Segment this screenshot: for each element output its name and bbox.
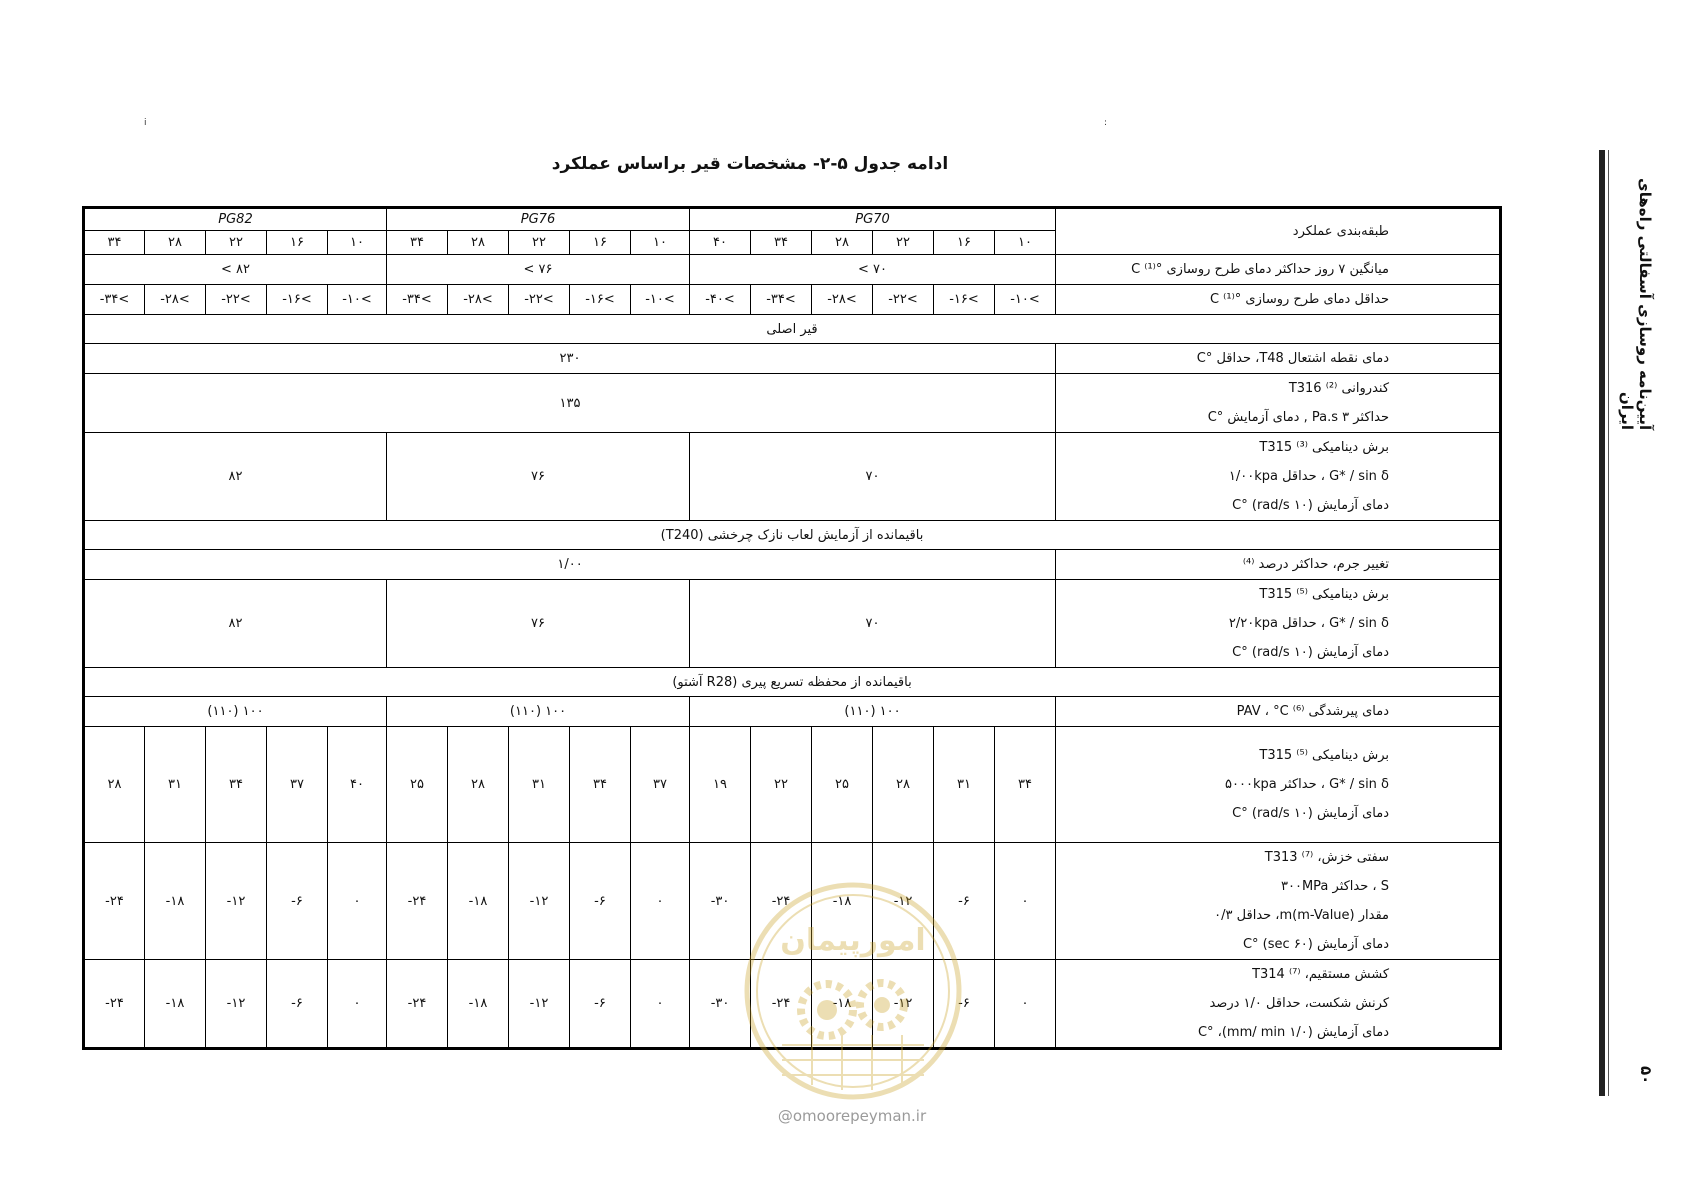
shear3-cell: ۲۵ bbox=[387, 727, 448, 843]
shear3-cell: ۳۴ bbox=[995, 727, 1056, 843]
tension-cell: -۱۲ bbox=[873, 960, 934, 1049]
shear3-cell: ۱۹ bbox=[690, 727, 751, 843]
creep-cell: ۰ bbox=[328, 843, 387, 960]
min-temp-label: حداقل دمای طرح روسازی °C ⁽¹⁾ bbox=[1056, 285, 1501, 315]
grade-pg70: PG70 bbox=[690, 208, 1056, 231]
tension-cell: ۰ bbox=[631, 960, 690, 1049]
page-number: ۵۰ bbox=[1637, 1066, 1655, 1085]
min-temp-cell: -۲۸< bbox=[812, 285, 873, 315]
min-temp-cell: -۳۴< bbox=[751, 285, 812, 315]
shear1-pg76: ۷۶ bbox=[387, 433, 690, 521]
min-temp-cell: -۱۶< bbox=[267, 285, 328, 315]
temp-cell: ۲۲ bbox=[509, 231, 570, 255]
creep-cell: -۱۲ bbox=[206, 843, 267, 960]
pav-label: دمای پیرشدگی PAV ، °C ⁽⁶⁾ bbox=[1056, 697, 1501, 727]
temp-cell: ۳۴ bbox=[751, 231, 812, 255]
min-temp-cell: -۲۸< bbox=[448, 285, 509, 315]
max-temp-pg76: < ۷۶ bbox=[387, 255, 690, 285]
viscosity-label: کندروانی T316 ⁽²⁾ حداکثر ۳ Pa.s , دمای آزمایش °C bbox=[1056, 374, 1501, 433]
temp-cell: ۳۴ bbox=[84, 231, 145, 255]
temp-cell: ۱۶ bbox=[570, 231, 631, 255]
tension-cell: ۰ bbox=[995, 960, 1056, 1049]
pav-pg82: (۱۱۰) ۱۰۰ bbox=[84, 697, 387, 727]
tension-cell: ۰ bbox=[328, 960, 387, 1049]
creep-cell: ۰ bbox=[631, 843, 690, 960]
creep-cell: -۶ bbox=[570, 843, 631, 960]
pav-pg76: (۱۱۰) ۱۰۰ bbox=[387, 697, 690, 727]
temp-cell: ۱۰ bbox=[328, 231, 387, 255]
creep-cell: -۶ bbox=[934, 843, 995, 960]
creep-cell: -۱۸ bbox=[448, 843, 509, 960]
shear3-cell: ۳۱ bbox=[145, 727, 206, 843]
shear3-cell: ۳۴ bbox=[570, 727, 631, 843]
temp-cell: ۱۰ bbox=[631, 231, 690, 255]
creep-cell: -۱۲ bbox=[509, 843, 570, 960]
tension-cell: -۱۲ bbox=[509, 960, 570, 1049]
pav-row bbox=[84, 697, 1501, 727]
creep-cell: -۶ bbox=[267, 843, 328, 960]
shear3-cell: ۳۱ bbox=[509, 727, 570, 843]
creep-cell: -۲۴ bbox=[84, 843, 145, 960]
section-pav: باقیمانده از محفظه تسریع پیری (R28 آشتو) bbox=[84, 668, 1501, 697]
table-title: ادامه جدول ۵-۲- مشخصات قیر براساس عملکرد bbox=[551, 154, 949, 174]
min-temp-cell: -۳۴< bbox=[84, 285, 145, 315]
shear3-cell: ۴۰ bbox=[328, 727, 387, 843]
corner-mark-right: : bbox=[1104, 118, 1108, 128]
shear3-cell: ۲۲ bbox=[751, 727, 812, 843]
tension-cell: -۱۲ bbox=[206, 960, 267, 1049]
flash-value: ۲۳۰ bbox=[84, 344, 1056, 374]
min-temp-cell: -۲۲< bbox=[509, 285, 570, 315]
tension-label: کشش مستقیم، T314 ⁽⁷⁾ کرنش شکست، حداقل ۱/۰ درصد دمای آزمایش (۱/۰ mm/ min)، °C bbox=[1056, 960, 1501, 1049]
creep-cell: -۳۰ bbox=[690, 843, 751, 960]
tension-cell: -۲۴ bbox=[751, 960, 812, 1049]
grade-pg82: PG82 bbox=[84, 208, 387, 231]
creep-cell: ۰ bbox=[995, 843, 1056, 960]
creep-cell: -۱۲ bbox=[873, 843, 934, 960]
tension-cell: -۶ bbox=[934, 960, 995, 1049]
tension-cell: -۶ bbox=[570, 960, 631, 1049]
creep-cell: -۱۸ bbox=[812, 843, 873, 960]
temp-cell: ۲۲ bbox=[206, 231, 267, 255]
tension-cell: -۲۴ bbox=[84, 960, 145, 1049]
max-temp-pg82: < ۸۲ bbox=[84, 255, 387, 285]
mass-label: تغییر جرم، حداکثر درصد ⁽⁴⁾ bbox=[1056, 550, 1501, 580]
shear3-cell: ۲۸ bbox=[873, 727, 934, 843]
shear1-label: برش دینامیکی T315 ⁽³⁾ G* / sin δ ، حداقل ۱/۰۰kpa دمای آزمایش (۱۰ rad/s) °C bbox=[1056, 433, 1501, 521]
shear1-row bbox=[84, 433, 1501, 521]
max-temp-row bbox=[84, 255, 1501, 285]
temp-cell: ۱۰ bbox=[995, 231, 1056, 255]
shear3-cell: ۲۵ bbox=[812, 727, 873, 843]
shear3-row bbox=[84, 727, 1501, 843]
shear3-cell: ۳۷ bbox=[631, 727, 690, 843]
shear2-pg70: ۷۰ bbox=[690, 580, 1056, 668]
temp-cell: ۲۲ bbox=[873, 231, 934, 255]
temp-cell: ۱۶ bbox=[934, 231, 995, 255]
section-rtfo: باقیمانده از آزمایش لعاب نازک چرخشی (T240) bbox=[84, 521, 1501, 550]
grade-pg76: PG76 bbox=[387, 208, 690, 231]
section-original: قیر اصلی bbox=[84, 315, 1501, 344]
min-temp-cell: -۲۲< bbox=[873, 285, 934, 315]
creep-cell: -۲۴ bbox=[751, 843, 812, 960]
shear2-label: برش دینامیکی T315 ⁽⁵⁾ G* / sin δ ، حداقل ۲/۲۰kpa دمای آزمایش (۱۰ rad/s) °C bbox=[1056, 580, 1501, 668]
shear3-cell: ۳۷ bbox=[267, 727, 328, 843]
viscosity-value: ۱۳۵ bbox=[84, 374, 1056, 433]
section-rtfo-row bbox=[84, 521, 1501, 550]
shear3-cell: ۳۱ bbox=[934, 727, 995, 843]
tension-cell: -۶ bbox=[267, 960, 328, 1049]
min-temp-cell: -۱۶< bbox=[934, 285, 995, 315]
max-temp-label: میانگین ۷ روز حداکثر دمای طرح روسازی °C ⁽¹⁾ bbox=[1056, 255, 1501, 285]
temp-cell: ۳۴ bbox=[387, 231, 448, 255]
stamp-text: امورپیمان bbox=[780, 923, 926, 958]
min-temp-cell: -۱۶< bbox=[570, 285, 631, 315]
min-temp-cell: -۲۲< bbox=[206, 285, 267, 315]
tension-cell: -۱۸ bbox=[145, 960, 206, 1049]
mass-value: ۱/۰۰ bbox=[84, 550, 1056, 580]
creep-cell: -۱۸ bbox=[145, 843, 206, 960]
tension-cell: -۱۸ bbox=[812, 960, 873, 1049]
temp-cell: ۴۰ bbox=[690, 231, 751, 255]
min-temp-row bbox=[84, 285, 1501, 315]
sidebar-rule bbox=[1599, 150, 1605, 1096]
side-title: آیین‌نامه روسازی آسفالتی راه‌های ایران bbox=[1618, 177, 1654, 430]
sidebar-rule-thin bbox=[1608, 150, 1609, 1096]
temp-cell: ۱۶ bbox=[267, 231, 328, 255]
temp-cell: ۲۸ bbox=[448, 231, 509, 255]
viscosity-row bbox=[84, 374, 1501, 433]
shear3-cell: ۲۸ bbox=[84, 727, 145, 843]
tension-cell: -۳۰ bbox=[690, 960, 751, 1049]
temp-cell: ۲۸ bbox=[145, 231, 206, 255]
shear3-cell: ۲۸ bbox=[448, 727, 509, 843]
flash-row bbox=[84, 344, 1501, 374]
creep-cell: -۲۴ bbox=[387, 843, 448, 960]
grade-header-row bbox=[84, 208, 1501, 231]
min-temp-cell: -۱۰< bbox=[631, 285, 690, 315]
shear3-label: برش دینامیکی T315 ⁽⁵⁾ G* / sin δ ، حداکثر ۵۰۰۰kpa دمای آزمایش (۱۰ rad/s) °C bbox=[1056, 727, 1501, 843]
shear1-pg82: ۸۲ bbox=[84, 433, 387, 521]
shear2-pg76: ۷۶ bbox=[387, 580, 690, 668]
section-original-row bbox=[84, 315, 1501, 344]
tension-cell: -۱۸ bbox=[448, 960, 509, 1049]
creep-label: سفتی خزش، T313 ⁽⁷⁾ S ، حداکثر ۳۰۰MPa مقدار m(m-Value)، حداقل ۰/۳ دمای آزمایش (۶۰ sec) °C bbox=[1056, 843, 1501, 960]
shear2-pg82: ۸۲ bbox=[84, 580, 387, 668]
watermark-stamp bbox=[742, 880, 964, 1102]
watermark-url: @omoorepeyman.ir bbox=[777, 1107, 927, 1125]
flash-label: دمای نقطه اشتعال T48، حداقل °C bbox=[1056, 344, 1501, 374]
min-temp-cell: -۱۰< bbox=[995, 285, 1056, 315]
min-temp-cell: -۴۰< bbox=[690, 285, 751, 315]
max-temp-pg70: < ۷۰ bbox=[690, 255, 1056, 285]
corner-mark-left: i bbox=[144, 118, 147, 128]
min-temp-cell: -۳۴< bbox=[387, 285, 448, 315]
min-temp-cell: -۲۸< bbox=[145, 285, 206, 315]
class-label: طبقه‌بندی عملکرد bbox=[1056, 208, 1501, 255]
mass-row bbox=[84, 550, 1501, 580]
temp-cell: ۲۸ bbox=[812, 231, 873, 255]
min-temp-cell: -۱۰< bbox=[328, 285, 387, 315]
shear2-row bbox=[84, 580, 1501, 668]
pav-pg70: (۱۱۰) ۱۰۰ bbox=[690, 697, 1056, 727]
shear1-pg70: ۷۰ bbox=[690, 433, 1056, 521]
tension-cell: -۲۴ bbox=[387, 960, 448, 1049]
section-pav-row bbox=[84, 668, 1501, 697]
shear3-cell: ۳۴ bbox=[206, 727, 267, 843]
